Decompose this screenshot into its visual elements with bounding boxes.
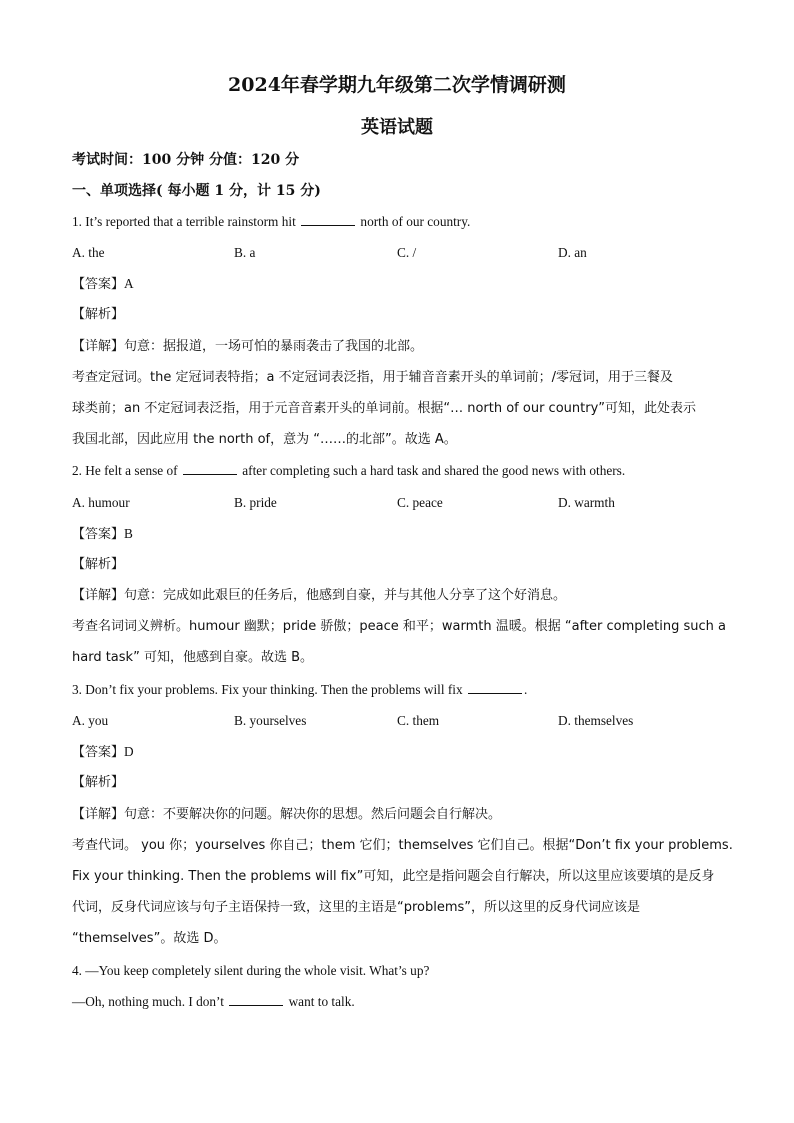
question-2-stem bbox=[72, 461, 732, 481]
option-b: B. pride bbox=[234, 495, 277, 510]
question-stem-part: want to talk. bbox=[288, 994, 355, 1009]
analysis-label: 【解析】 bbox=[72, 775, 125, 790]
answer-line bbox=[72, 524, 732, 545]
exam-info: 考试时间：100 分钟 分值：120 分 bbox=[72, 152, 300, 168]
explanation-line: 考查定冠词。the 定冠词表特指；a 不定冠词表泛指，用于辅音音素开头的单词前；/零冠词，用于三餐及 bbox=[72, 370, 673, 385]
answer-line bbox=[72, 742, 732, 763]
option-a: A. humour bbox=[72, 495, 130, 510]
answer-value: A bbox=[124, 276, 134, 291]
answer-blank bbox=[468, 681, 522, 694]
analysis-label: 【解析】 bbox=[72, 307, 125, 322]
explanation-line: 考查代词。 you 你；yourselves 你自己；them 它们；themselves 它们自己。根据“Don’t fix your problems. bbox=[72, 838, 733, 853]
answer-blank bbox=[301, 213, 355, 226]
option-c: C. peace bbox=[397, 495, 443, 510]
answer-line bbox=[72, 274, 732, 295]
detail-text: 句意：不要解决你的问题。解决你的思想。然后问题会自行解决。 bbox=[124, 807, 502, 822]
explanation-line: 球类前；an 不定冠词表泛指，用于元音音素开头的单词前。根据“… north of our country”可知，此处表示 bbox=[72, 401, 696, 416]
question-4-dialogue bbox=[72, 992, 732, 1012]
detail-text: 句意：完成如此艰巨的任务后，他感到自豪，并与其他人分享了这个好消息。 bbox=[124, 588, 567, 603]
option-d: D. themselves bbox=[558, 713, 634, 728]
question-stem-part: north of our country. bbox=[360, 214, 471, 229]
exam-title: 2024年春学期九年级第二次学情调研测 bbox=[228, 74, 566, 96]
detail-label: 【详解】 bbox=[72, 339, 125, 354]
answer-blank bbox=[229, 993, 283, 1006]
explanation-line: 我国北部，因此应用 the north of，意为 “……的北部”。故选 A。 bbox=[72, 432, 457, 447]
detail-label: 【详解】 bbox=[72, 588, 125, 603]
option-c: C. / bbox=[397, 245, 417, 260]
option-b: B. a bbox=[234, 245, 256, 260]
question-stem-part: . bbox=[523, 682, 528, 697]
answer-label: 【答案】 bbox=[72, 745, 125, 760]
answer-value: D bbox=[124, 744, 134, 759]
question-stem-part: 1. It’s reported that a terrible rainstorm hit bbox=[72, 214, 296, 229]
detail-label: 【详解】 bbox=[72, 807, 125, 822]
question-stem-part: after completing such a hard task and shared the good news with others. bbox=[242, 463, 626, 478]
explanation-line: 考查名词词义辨析。humour 幽默；pride 骄傲；peace 和平；warmth 温暖。根据 “after completing such a bbox=[72, 619, 726, 634]
answer-label: 【答案】 bbox=[72, 277, 125, 292]
section-title: 一、单项选择( 每小题 1 分，计 15 分) bbox=[72, 183, 321, 199]
detail-text: 句意：据报道，一场可怕的暴雨袭击了我国的北部。 bbox=[124, 339, 424, 354]
detail-line bbox=[72, 337, 732, 357]
answer-label: 【答案】 bbox=[72, 527, 125, 542]
explanation-line: Fix your thinking. Then the problems will fix”可知，此空是指问题会自行解决，所以这里应该要填的是反身 bbox=[72, 869, 715, 884]
question-4-stem: 4. —You keep completely silent during the whole visit. What’s up? bbox=[72, 963, 430, 978]
explanation-line: hard task” 可知，他感到自豪。故选 B。 bbox=[72, 650, 313, 665]
analysis-label: 【解析】 bbox=[72, 557, 125, 572]
option-d: D. warmth bbox=[558, 495, 615, 510]
option-c: C. them bbox=[397, 713, 440, 728]
option-a: A. you bbox=[72, 713, 109, 728]
answer-value: B bbox=[124, 526, 133, 541]
question-1-stem bbox=[72, 212, 732, 232]
question-stem-part: 3. Don’t fix your problems. Fix your thinking. Then the problems will fix bbox=[72, 682, 463, 697]
explanation-line: 代词，反身代词应该与句子主语保持一致，这里的主语是“problems”，所以这里的反身代词应该是 bbox=[72, 900, 641, 915]
question-stem-part: 2. He felt a sense of bbox=[72, 463, 178, 478]
detail-line bbox=[72, 586, 732, 606]
option-b: B. yourselves bbox=[234, 713, 307, 728]
answer-blank bbox=[183, 462, 237, 475]
detail-line bbox=[72, 805, 732, 825]
question-3-stem bbox=[72, 680, 732, 700]
question-stem-part: —Oh, nothing much. I don’t bbox=[72, 994, 224, 1009]
option-d: D. an bbox=[558, 245, 587, 260]
explanation-line: “themselves”。故选 D。 bbox=[72, 931, 227, 946]
option-a: A. the bbox=[72, 245, 105, 260]
exam-subtitle: 英语试题 bbox=[361, 117, 433, 138]
